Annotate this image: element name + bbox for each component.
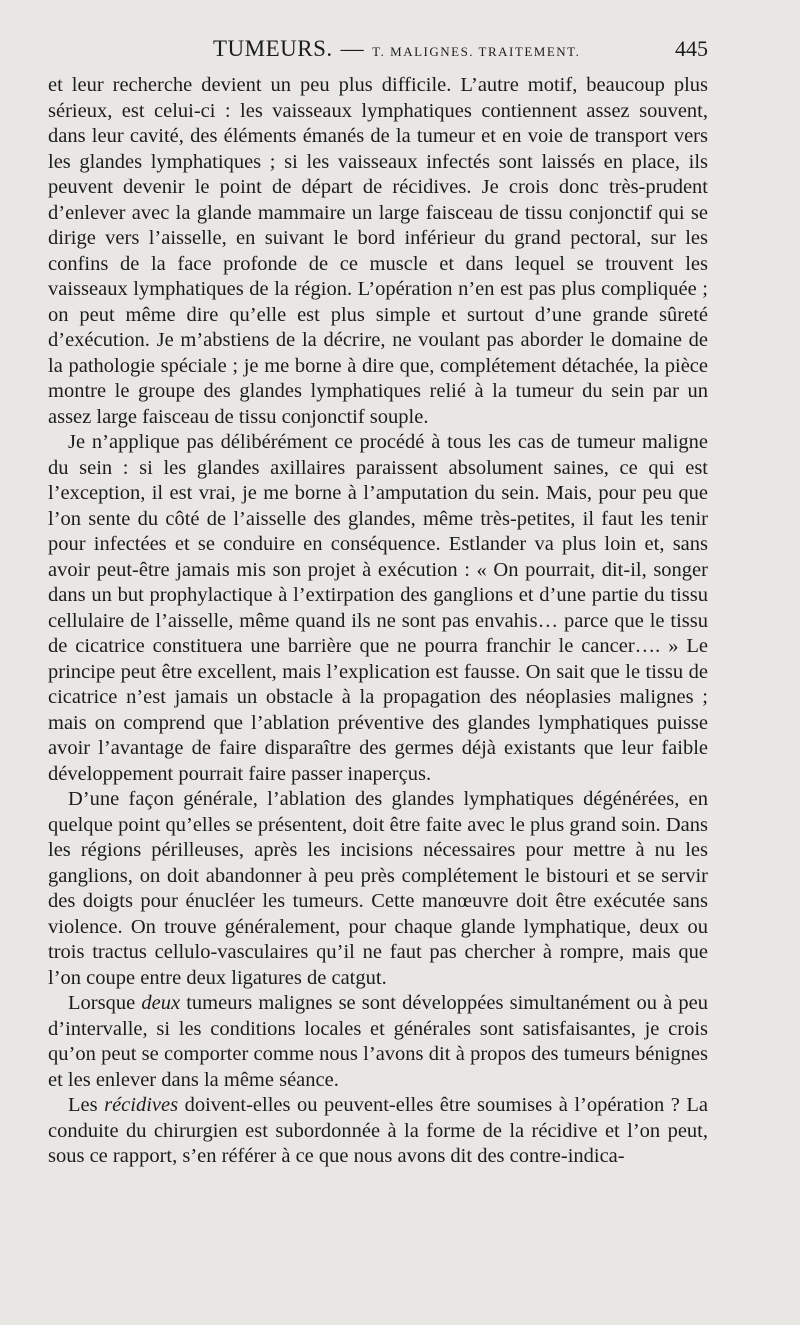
paragraph (48, 430, 708, 787)
paragraph-text: Je n’applique pas délibérément ce procédé à tous les cas de tumeur maligne du sein : si les glandes axillaires paraissent absolument saines, ce qui est l’exception, il est vrai, je me borne à l’amputation du sein. Mais, pour peu que l’on sente du côté de l’aisselle des glandes, même très-petites, il faut les tenir pour infectées et se conduire en conséquence. Estlander va plus loin et, sans avoir peut-être jamais mis son projet à exécution : « On pourrait, dit-il, songer dans un but prophylactique à l’extirpation des ganglions et d’une partie du tissu cellulaire de l’aisselle, même quand ils ne sont pas envahis… parce que le tissu de cicatrice constituera une barrière que ne pourra franchir le cancer…. » Le principe peut être excellent, mais l’explication est fausse. On sait que le tissu de cicatrice n’est jamais un obstacle à la propagation des néoplasies malignes ; mais on comprend que l’ablation préventive des glandes lymphatiques puisse avoir l’avantage de faire disparaître des germes déjà existants que leur faible développement pourrait faire passer inaperçus. (48, 431, 708, 785)
emphasis-text: récidives (104, 1094, 179, 1116)
paragraph (48, 787, 708, 991)
paragraph-text: Les (68, 1094, 105, 1116)
running-title-main: TUMEURS. (213, 36, 333, 61)
body-text (48, 73, 708, 1170)
emphasis-text: deux (141, 992, 181, 1014)
paragraph-text: Lorsque (68, 992, 142, 1014)
page-number: 445 (675, 36, 708, 61)
running-title (213, 36, 580, 62)
paragraph (48, 1093, 708, 1170)
paragraph-text: tumeurs malignes se sont développées simultanément ou à peu d’intervalle, si les conditions locales et générales sont satisfaisantes, je crois qu’on peut se comporter comme nous l’avons dit à propos des tumeurs bénignes et les enlever dans la même séance. (48, 992, 708, 1091)
paragraph-text: D’une façon générale, l’ablation des glandes lymphatiques dégénérées, en quelque point qu’elles se présentent, doit être faite avec le plus grand soin. Dans les régions périlleuses, après les incisions nécessaires pour mettre à nu les ganglions, on doit abandonner à peu près complétement le bistouri et se servir des doigts pour énucléer les tumeurs. Cette manœuvre doit être exécutée sans violence. On trouve généralement, pour chaque glande lymphatique, deux ou trois tractus cellulo-vasculaires qu’il ne faut pas chercher à rompre, mais que l’on coupe entre deux ligatures de catgut. (48, 788, 708, 989)
running-title-dash: — (340, 36, 365, 61)
running-header (48, 36, 708, 66)
paragraph-text: doivent-elles ou peuvent-elles être soumises à l’opération ? La conduite du chirurgien est subordonnée à la forme de la récidive et l’on peut, sous ce rapport, s’en référer à ce que nous avons dit des contre-indica- (48, 1094, 708, 1167)
paragraph-text: et leur recherche devient un peu plus difficile. L’autre motif, beaucoup plus sérieux, est celui-ci : les vaisseaux lymphatiques contiennent assez souvent, dans leur cavité, des éléments émanés de la tumeur et en voie de transport vers les glandes lymphatiques ; si les vaisseaux infectés sont laissés en place, ils peuvent devenir le point de départ de récidives. Je crois donc très-prudent d’enlever avec la glande mammaire un large faisceau de tissu conjonctif qui se dirige vers l’aisselle, en suivant le bord inférieur du grand pectoral, sur les confins de la face profonde de ce muscle et dans lequel se trouvent les vaisseaux lymphatiques de la région. L’opération n’en est pas plus compliquée ; on peut même dire qu’elle est plus simple et surtout d’une grande sûreté d’exécution. Je m’abstiens de la décrire, ne voulant pas aborder le domaine de la pathologie spéciale ; je me borne à dire que, complétement détachée, la pièce montre le groupe des glandes lymphatiques relié à la tumeur du sein par un assez large faisceau de tissu conjonctif souple. (48, 74, 708, 428)
paragraph (48, 991, 708, 1093)
paragraph (48, 73, 708, 430)
running-title-sub: T. MALIGNES. TRAITEMENT. (372, 44, 581, 59)
